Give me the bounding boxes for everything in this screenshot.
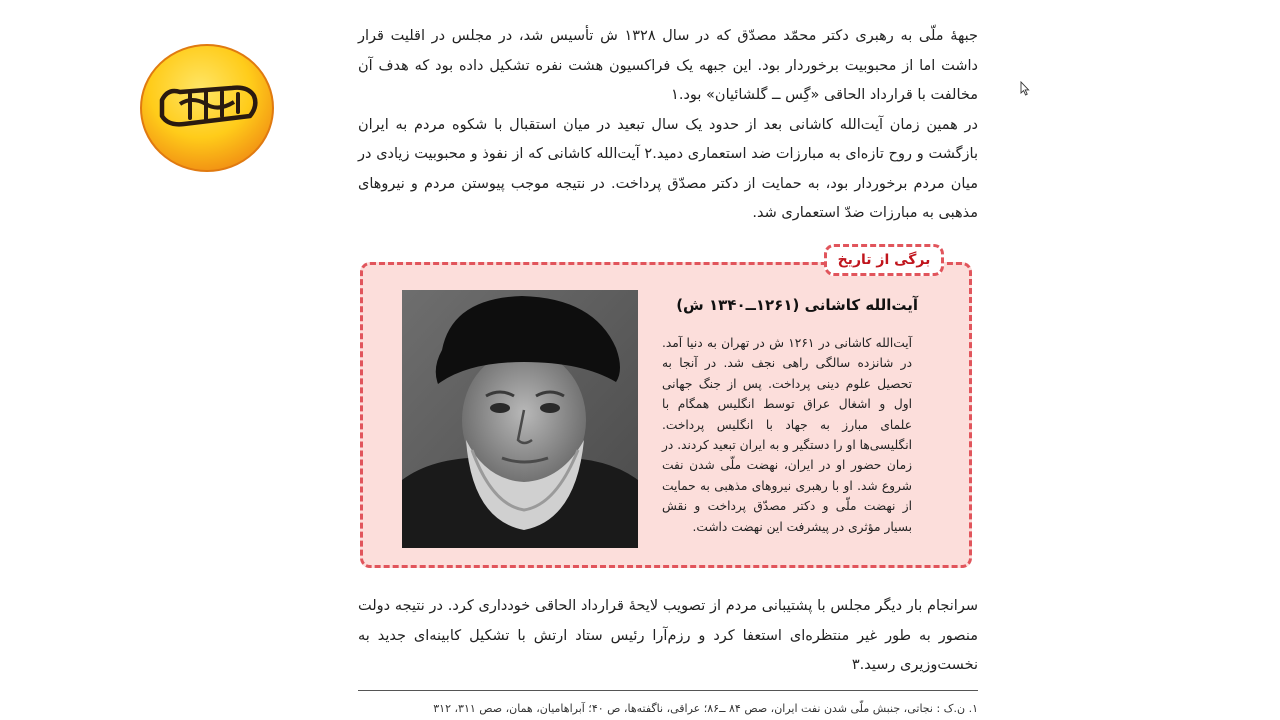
logo-text: آموزش۱۱ bbox=[204, 162, 210, 163]
intro-text bbox=[358, 22, 978, 229]
history-box-tab: برگی از تاریخ bbox=[824, 244, 944, 276]
footnote-divider bbox=[358, 690, 978, 691]
site-logo bbox=[140, 44, 274, 172]
outro-text bbox=[358, 592, 978, 681]
footnote: ۱. ن.ک : نجاتی، جنبش ملّی شدن نفت ایران، صص ۸۴ ــ۸۶؛ عراقی، ناگفته‌ها، ص ۴۰؛ آبراهامیان، همان، صص ۳۱۱، ۳۱۲ bbox=[433, 702, 978, 715]
paragraph: جبههٔ ملّی به رهبری دکتر محمّد مصدّق که در سال ۱۳۲۸ ش تأسیس شد، در مجلس در اقلیت قرار داشت اما از محبوبیت برخوردار بود. این جبهه یک فراکسیون هشت نفره تشکیل داده بود که هدف آن مخالفت با قرارداد الحاقی «گِس ــ گلشائیان» بود.۱ bbox=[358, 28, 978, 103]
mouse-cursor-icon bbox=[1020, 81, 1030, 96]
box-body: آیت‌الله کاشانی در ۱۲۶۱ ش در تهران به دنیا آمد. در شانزده سالگی راهی نجف شد. در آنجا به تحصیل علوم دینی پرداخت. پس از جنگ جهانی اول و اشغال عراق توسط انگلیس همگام با علمای مبارز به جهاد با انگلیس پرداخت. انگلیسی‌ها او را دستگیر و به ایران تبعید کردند. در زمان حضور او در ایران، نهضت ملّی شدن نفت شروع شد. او با رهبری نیروهای مذهبی به حمایت از نهضت ملّی و دکتر مصدّق پرداخت و نقش بسیار مؤثری در پیشرفت این نهضت داشت. bbox=[662, 336, 913, 534]
box-title: آیت‌الله کاشانی (۱۲۶۱ــ۱۳۴۰ ش) bbox=[676, 296, 918, 314]
paragraph: سرانجام بار دیگر مجلس با پشتیبانی مردم از تصویب لایحهٔ قرارداد الحاقی خودداری کرد. در نتیجه دولت منصور به طور غیر منتظره‌ای استعفا کرد و رزم‌آرا رئیس ستاد ارتش با تشکیل کابینه‌ای جدید به نخست‌وزیری رسید.۳ bbox=[358, 598, 978, 673]
portrait-image bbox=[402, 290, 638, 548]
paragraph: در همین زمان آیت‌الله کاشانی بعد از حدود یک سال تبعید در میان استقبال با شکوه مردم به ایران بازگشت و روح تازه‌ای به مبارزات ضد استعماری دمید.۲ آیت‌الله کاشانی که از نفوذ و محبوبیت زیادی در میان مردم برخوردار بود، به حمایت از دکتر مصدّق پرداخت. در نتیجه موجب پیوستن مردم و نیروهای مذهبی به مبارزات ضدّ استعماری شد. bbox=[358, 116, 978, 221]
